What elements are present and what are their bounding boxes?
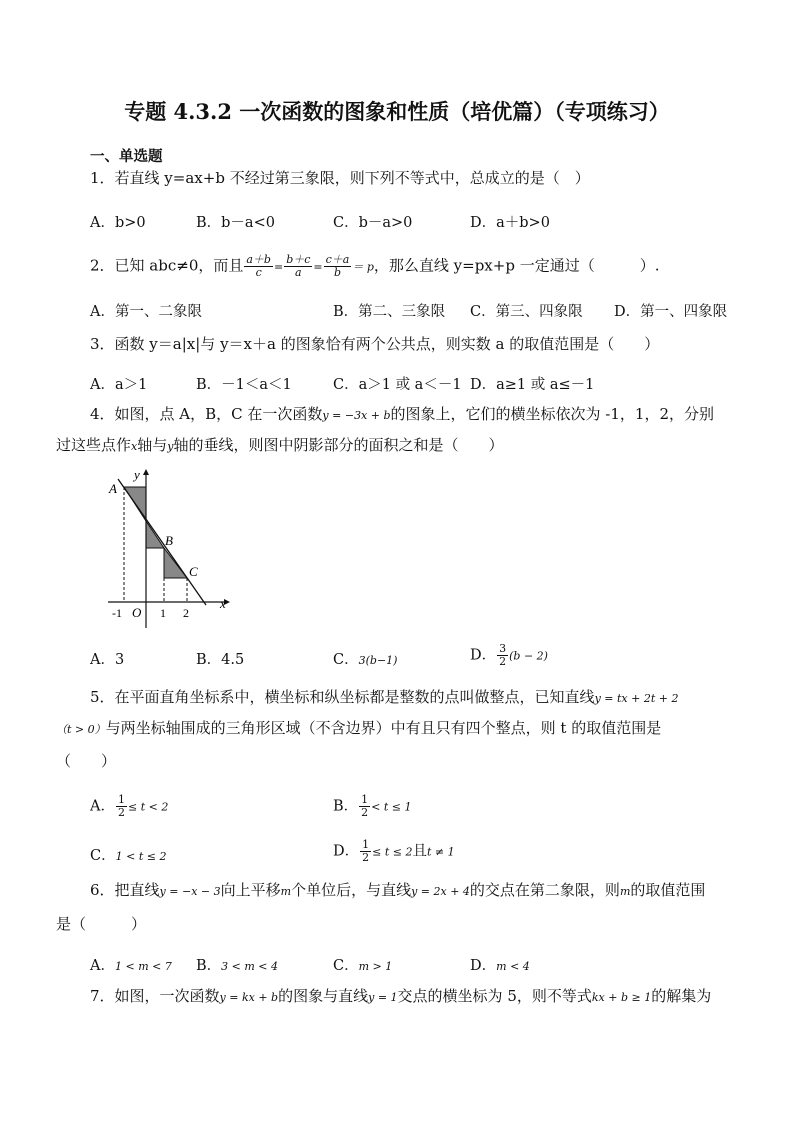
- question-5-text-b: 与两坐标轴围成的三角形区域（不含边界）中有且只有四个整点，则 t 的取值范围是: [105, 719, 662, 737]
- question-5-option-c-math: 1 < t ≤ 2: [115, 850, 167, 863]
- question-4-text-d: 轴与: [137, 436, 168, 454]
- question-7-line-1: [90, 985, 711, 1009]
- x-symbol: x: [131, 440, 138, 453]
- question-5-option-c-letter: C．: [90, 848, 116, 864]
- question-4-text-b: 的图象上，它们的横坐标依次为 -1，1，2，分别: [390, 405, 715, 423]
- question-5-option-b-fraction: [359, 794, 370, 819]
- section-heading: 一、单选题: [90, 148, 163, 165]
- question-5-line-1: [90, 686, 678, 710]
- fraction-1-den: c: [255, 266, 262, 279]
- question-5-option-d-math-2: t ≠ 1: [426, 845, 455, 859]
- m-symbol-1: m: [280, 885, 292, 898]
- question-4-option-d-fraction: [497, 643, 508, 668]
- question-5-line-3: （ ）: [56, 752, 117, 770]
- question-5-option-d: [333, 839, 455, 864]
- tick-label-2: 2: [183, 606, 189, 620]
- x-axis-label: x: [220, 596, 226, 611]
- q5a-num: 1: [117, 793, 125, 806]
- y-axis-arrow: [143, 469, 149, 475]
- question-1-stem: 1．若直线 y=ax+b 不经过第三象限，则下列不等式中，总成立的是（ ）: [90, 169, 590, 187]
- question-1-option-d: D．a＋b>0: [470, 215, 550, 231]
- question-5-option-b: [333, 794, 412, 819]
- fraction-2-num: b＋c: [286, 253, 311, 266]
- question-6-option-b-math: 3 < m < 4: [221, 960, 279, 973]
- question-7-text-c: 交点的横坐标为 5，则不等式: [397, 987, 592, 1005]
- question-7-function: y = kx + b: [219, 991, 279, 1004]
- question-6-text-b: 向上平移: [220, 881, 281, 899]
- q5d-num: 1: [362, 838, 370, 851]
- question-6-text-e: 的取值范围: [630, 881, 706, 899]
- question-6-option-a-letter: A．: [90, 958, 115, 974]
- question-3-stem: 3．函数 y＝a|x|与 y＝x＋a 的图象恰有两个公共点，则实数 a 的取值范围是（ ）: [90, 335, 660, 353]
- origin-label: O: [132, 605, 142, 620]
- question-4-option-c: [333, 648, 397, 669]
- q5a-den: 2: [117, 806, 125, 819]
- question-4-option-d: [470, 643, 548, 668]
- fraction-3-den: b: [333, 266, 341, 279]
- question-6-option-d-math: m < 4: [496, 960, 530, 973]
- question-4-text-a: 4．如图，点 A，B，C 在一次函数: [90, 405, 323, 423]
- question-6-line-2: 是（ ）: [56, 915, 147, 933]
- fraction-1-num: a＋b: [246, 253, 271, 266]
- question-4-option-b: B．4.5: [196, 652, 245, 668]
- point-b-label: B: [165, 533, 173, 548]
- tick-label-1: 1: [160, 606, 166, 620]
- question-7-text-a: 7．如图，一次函数: [90, 987, 220, 1005]
- question-2-stem: [90, 254, 659, 279]
- question-2-option-c: C．第三、四象限: [470, 304, 583, 320]
- question-6-option-c-letter: C．: [333, 958, 359, 974]
- point-a-label: A: [109, 481, 117, 496]
- question-5-function: y = tx + 2t + 2: [594, 692, 679, 705]
- question-2-option-b: B．第二、三象限: [333, 304, 446, 320]
- option-d-den: 2: [499, 655, 507, 668]
- question-6-text-c: 个单位后，与直线: [291, 881, 412, 899]
- question-1-option-a: A．b>0: [90, 215, 146, 231]
- fraction-1: [244, 254, 273, 279]
- question-4-text-c: 过这些点作: [56, 436, 132, 454]
- tick-label-minus-1: -1: [112, 606, 122, 620]
- question-5-option-b-math: < t ≤ 1: [371, 800, 412, 814]
- question-4-option-c-letter: C．: [333, 652, 359, 668]
- question-5-option-d-math: ≤ t ≤ 2: [372, 845, 413, 859]
- equals-sign-1: =: [273, 260, 284, 274]
- question-4-line-1: [90, 403, 714, 427]
- fraction-2: [284, 254, 312, 279]
- question-5-option-a: [90, 794, 168, 819]
- question-4-text-e: 轴的垂线，则图中阴影部分的面积之和是（ ）: [173, 436, 504, 454]
- question-3-option-b: B．－1＜a＜1: [196, 377, 292, 393]
- question-2-pre: 2．已知 abc≠0，而且: [90, 256, 244, 275]
- question-5-option-d-and: 且: [412, 843, 427, 860]
- question-5-condition: （t > 0）: [56, 723, 106, 736]
- question-6-line-1: [90, 879, 705, 903]
- question-6-option-d: [470, 954, 530, 975]
- equals-sign-2: =: [313, 260, 323, 274]
- question-6-option-c-math: m > 1: [358, 960, 393, 973]
- y-symbol: y: [167, 440, 174, 453]
- question-4-option-d-rest: (b − 2): [509, 649, 548, 663]
- question-6-text-d: 的交点在第二象限，则: [469, 881, 620, 899]
- question-6-option-a: [90, 954, 172, 975]
- question-4-option-d-letter: D．: [470, 647, 497, 664]
- question-3-option-d: D．a≥1 或 a≤－1: [470, 377, 595, 393]
- q5d-den: 2: [362, 851, 370, 864]
- question-5-text-a: 5．在平面直角坐标系中，横坐标和纵坐标都是整数的点叫做整点，已知直线: [90, 688, 595, 706]
- question-6-option-c: [333, 954, 392, 975]
- question-4-graph: [100, 465, 240, 635]
- question-6-function-2: y = 2x + 4: [411, 885, 470, 898]
- question-7-text-b: 的图象与直线: [278, 987, 369, 1005]
- question-2-option-d: D．第一、四象限: [614, 304, 728, 320]
- question-6-option-a-math: 1 < m < 7: [114, 960, 172, 973]
- question-2-option-a: A．第一、二象限: [90, 304, 202, 320]
- fraction-3: [324, 254, 352, 279]
- q5b-num: 1: [361, 793, 369, 806]
- question-4-function: y = −3x + b: [322, 409, 391, 422]
- question-5-option-c: [90, 844, 166, 865]
- fraction-2-den: a: [295, 266, 302, 279]
- question-6-option-b: [196, 954, 278, 975]
- question-5-option-a-fraction: [116, 794, 127, 819]
- question-5-option-a-math: ≤ t < 2: [127, 800, 169, 814]
- question-6-option-d-letter: D．: [470, 958, 497, 974]
- question-4-option-a: A．3: [90, 652, 125, 668]
- question-5-option-d-fraction: [360, 839, 371, 864]
- point-c-label: C: [189, 564, 198, 579]
- page-title: 专题 4.3.2 一次函数的图象和性质（培优篇）（专项练习）: [124, 99, 670, 124]
- question-6-function-1: y = −x − 3: [159, 885, 221, 898]
- question-6-text-a: 6．把直线: [90, 881, 160, 899]
- question-3-option-c: C．a＞1 或 a＜－1: [333, 377, 462, 393]
- question-5-line-2: [56, 717, 661, 741]
- question-7-text-d: 的解集为: [651, 987, 712, 1005]
- equals-p: ＝ p: [352, 260, 374, 274]
- y-axis-label: y: [134, 467, 140, 482]
- question-1-option-c: C．b－a>0: [333, 215, 413, 231]
- question-5-option-d-letter: D．: [333, 843, 360, 860]
- question-4-option-c-math: 3(b−1): [358, 654, 398, 667]
- question-5-option-b-letter: B．: [333, 798, 359, 815]
- question-1-option-b: B．b－a<0: [196, 215, 275, 231]
- question-7-inequality: kx + b ≥ 1: [591, 991, 652, 1004]
- fraction-3-num: c＋a: [325, 253, 350, 266]
- m-symbol-2: m: [619, 885, 631, 898]
- question-3-option-a: A．a＞1: [90, 377, 148, 393]
- question-2-post: ，那么直线 y=px+p 一定通过（ ）.: [373, 256, 660, 275]
- question-7-line-y1: y = 1: [368, 991, 398, 1004]
- function-line: [118, 479, 206, 605]
- question-4-line-2: [56, 434, 503, 458]
- question-5-option-a-letter: A．: [90, 798, 115, 815]
- shaded-triangle-b: [146, 521, 164, 548]
- question-6-option-b-letter: B．: [196, 958, 222, 974]
- option-d-num: 3: [499, 642, 507, 655]
- q5b-den: 2: [361, 806, 369, 819]
